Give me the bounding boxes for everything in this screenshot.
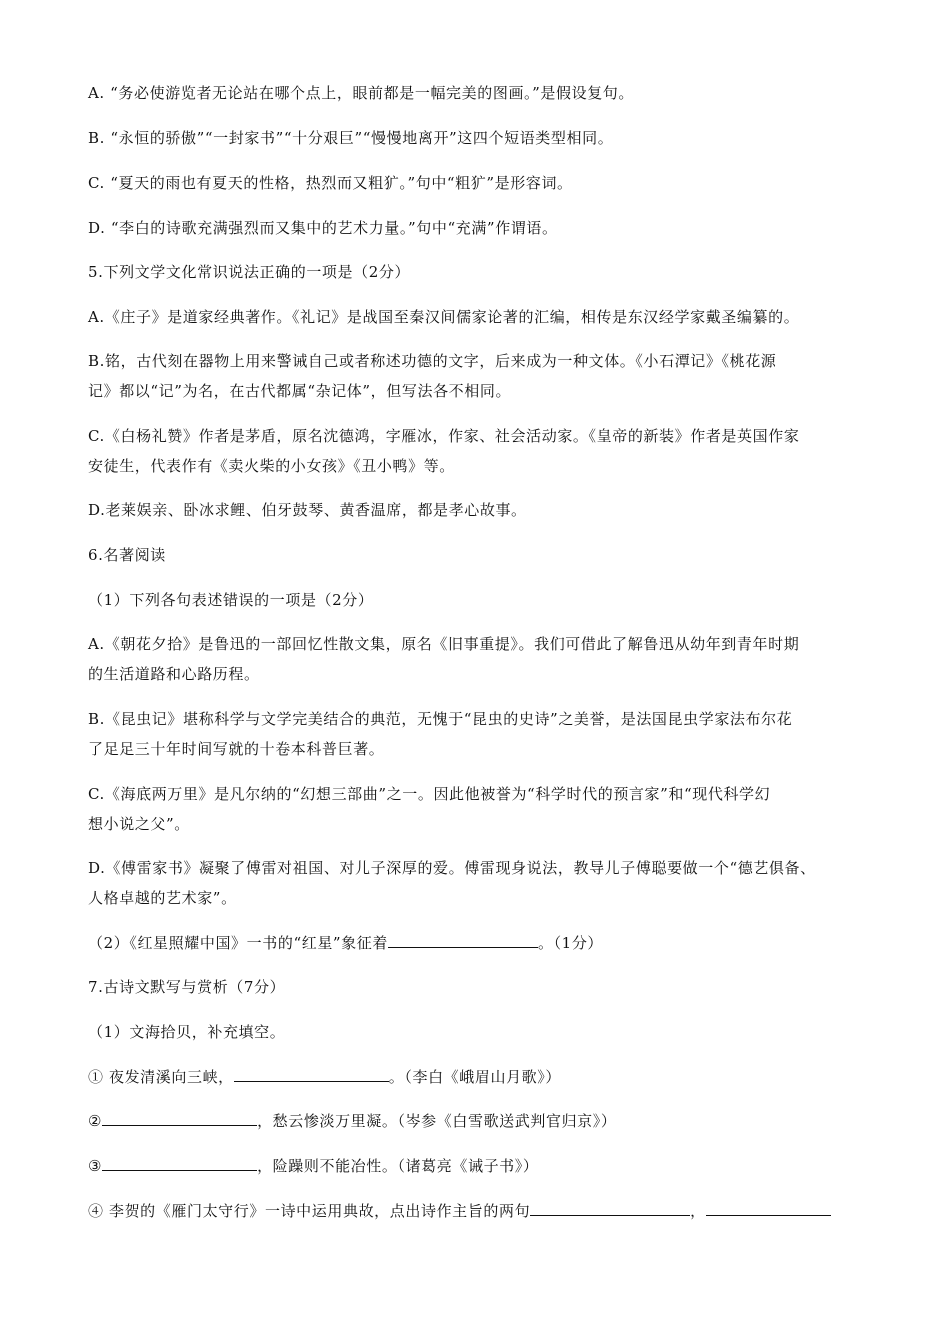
q4-option-a: A. “务必使游览者无论站在哪个点上，眼前都是一幅完美的图画。”是假设复句。 — [88, 84, 635, 102]
q7-item4-comma: ， — [690, 1202, 706, 1220]
q7-item4-text: ④ 李贺的《雁门太守行》一诗中运用典故，点出诗作主旨的两句 — [88, 1202, 531, 1220]
q7-sub1: （1）文海拾贝，补充填空。 — [88, 1023, 286, 1041]
answer-blank[interactable] — [706, 1201, 831, 1216]
q6-option-d-line1: D.《傅雷家书》凝聚了傅雷对祖国、对儿子深厚的爱。傅雷现身说法，教导儿子傅聪要做一个“德艺俱备、 — [88, 859, 816, 877]
q7-item-4 — [88, 1201, 831, 1221]
q6-sub1: （1）下列各句表述错误的一项是（2分） — [88, 591, 374, 609]
q5-option-b-line2: 记》都以“记”为名，在古代都属“杂记体”，但写法各不相同。 — [88, 382, 512, 400]
answer-blank[interactable] — [530, 1201, 690, 1216]
q7-item1-source: 。（李白《峨眉山月歌》） — [388, 1068, 561, 1086]
q6-sub2 — [88, 933, 603, 953]
answer-blank[interactable] — [234, 1067, 389, 1082]
q7-item-1 — [88, 1067, 561, 1087]
q6-option-c-line1: C.《海底两万里》是凡尔纳的“幻想三部曲”之一。因此他被誉为“科学时代的预言家”和“现代科学幻 — [88, 785, 771, 803]
q5-option-c-line2: 安徒生，代表作有《卖火柴的小女孩》《丑小鸭》等。 — [88, 457, 455, 475]
q6-sub2-text: （2）《红星照耀中国》一书的“红星”象征着 — [88, 934, 388, 952]
q6-stem: 6.名著阅读 — [88, 546, 166, 564]
q6-option-c-line2: 想小说之父”。 — [88, 815, 190, 833]
answer-blank[interactable] — [102, 1111, 257, 1126]
q7-item2-number: ② — [88, 1112, 103, 1130]
q6-option-d-line2: 人格卓越的艺术家”。 — [88, 889, 237, 907]
q6-option-b-line2: 了足足三十年时间写就的十卷本科普巨著。 — [88, 740, 385, 758]
q4-option-b: B. “永恒的骄傲”“一封家书”“十分艰巨”“慢慢地离开”这四个短语类型相同。 — [88, 129, 614, 147]
q4-option-d: D. “李白的诗歌充满强烈而又集中的艺术力量。”句中“充满”作谓语。 — [88, 219, 558, 237]
q7-item-2 — [88, 1111, 616, 1131]
q5-option-a: A.《庄子》是道家经典著作。《礼记》是战国至秦汉间儒家论著的汇编，相传是东汉经学家戴圣编纂的。 — [88, 308, 800, 326]
q5-option-c-line1: C.《白杨礼赞》作者是茅盾，原名沈德鸿，字雁冰，作家、社会活动家。《皇帝的新装》作者是英国作家 — [88, 427, 800, 445]
q5-stem: 5.下列文学文化常识说法正确的一项是（2分） — [88, 263, 411, 281]
q7-item1-text: ① 夜发清溪向三峡， — [88, 1068, 234, 1086]
q5-option-b-line1: B.铭，古代刻在器物上用来警诫自己或者称述功德的文字，后来成为一种文体。《小石潭记》《桃花源 — [88, 352, 777, 370]
answer-blank[interactable] — [388, 933, 538, 948]
answer-blank[interactable] — [102, 1156, 257, 1171]
q7-item2-text: ，愁云惨淡万里凝。（岑参《白雪歌送武判官归京》） — [257, 1112, 617, 1130]
q6-option-a-line2: 的生活道路和心路历程。 — [88, 665, 260, 683]
q7-item3-text: ，险躁则不能冶性。（诸葛亮《诫子书》） — [257, 1157, 539, 1175]
q6-sub2-suffix: 。（1分） — [537, 934, 604, 952]
q6-option-b-line1: B.《昆虫记》堪称科学与文学完美结合的典范，无愧于“昆虫的史诗”之美誉，是法国昆虫学家法布尔花 — [88, 710, 793, 728]
q5-option-d: D.老莱娱亲、卧冰求鲤、伯牙鼓琴、黄香温席，都是孝心故事。 — [88, 501, 527, 519]
q7-item-3 — [88, 1156, 538, 1176]
q7-item3-number: ③ — [88, 1157, 103, 1175]
q7-stem: 7.古诗文默写与赏析（7分） — [88, 978, 286, 996]
q4-option-c: C. “夏天的雨也有夏天的性格，热烈而又粗犷。”句中“粗犷”是形容词。 — [88, 174, 573, 192]
q6-option-a-line1: A.《朝花夕拾》是鲁迅的一部回忆性散文集，原名《旧事重提》。我们可借此了解鲁迅从幼年到青年时期 — [88, 635, 800, 653]
